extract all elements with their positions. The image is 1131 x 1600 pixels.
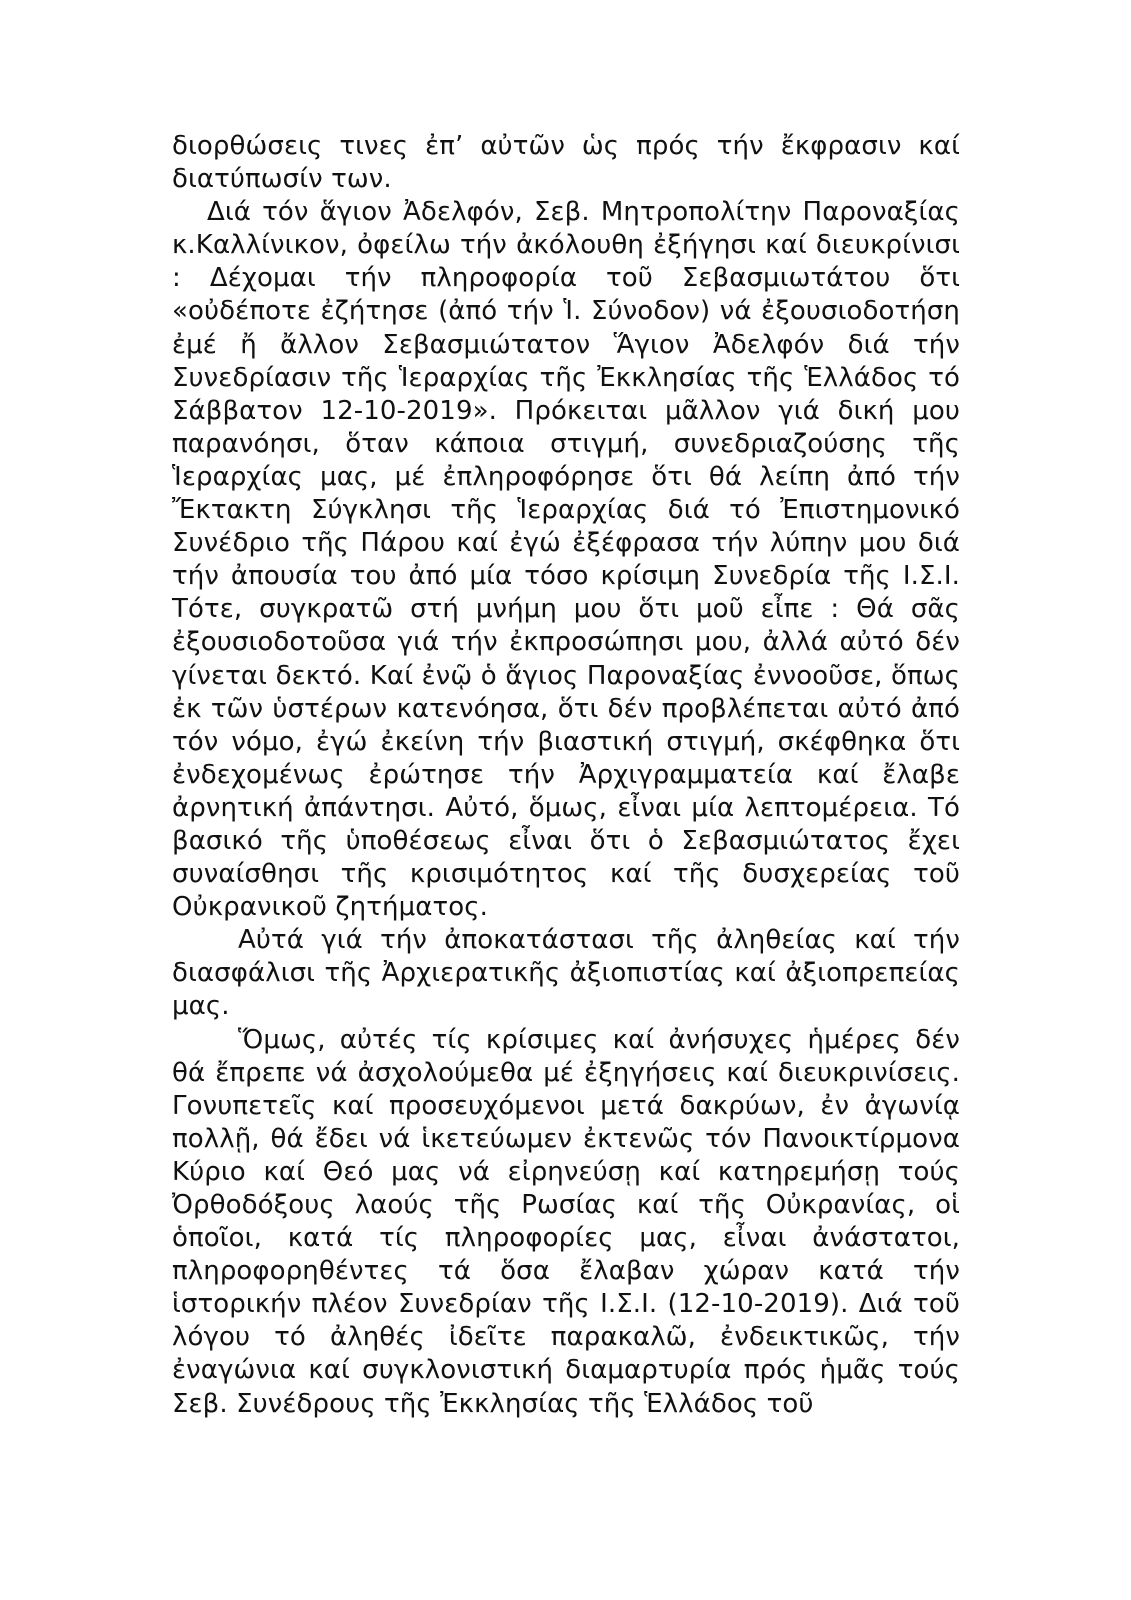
paragraph-paronaxias: Διά τόν ἅγιον Ἀδελφόν, Σεβ. Μητροπολίτην Παροναξίας κ.Καλλίνικον, ὀφείλω τήν ἀκόλουθη ἐξήγησι καί διευκρίνισι : Δέχομαι τήν πληροφορία τοῦ Σεβασμιωτάτου ὅτι «οὐδέποτε ἐζήτησε (ἀπό τήν Ἱ. Σύνοδον) νά ἐξουσιοδοτήση ἐμέ ἤ ἄλλον Σεβασμιώτατον Ἅγιον Ἀδελφόν διά τήν Συνεδρίασιν τῆς Ἱεραρχίας τῆς Ἐκκλησίας τῆς Ἑλλάδος τό Σάββατον 12-10-2019». Πρόκειται μᾶλλον γιά δική μου παρανόησι, ὅταν κάποια στιγμή, συνεδριαζούσης τῆς Ἱεραρχίας μας, μέ ἐπληροφόρησε ὅτι θά λείπη ἀπό τήν Ἔκτακτη Σύγκλησι τῆς Ἱεραρχίας διά τό Ἐπιστημονικό Συνέδριο τῆς Πάρου καί ἐγώ ἐξέφρασα τήν λύπην μου διά τήν ἀπουσία του ἀπό μία τόσο κρίσιμη Συνεδρία τῆς Ι.Σ.Ι. Τότε, συγκρατῶ στή μνήμη μου ὅτι μοῦ εἶπε : Θά σᾶς ἐξουσιοδοτοῦσα γιά τήν ἐκπροσώπησι μου, ἀλλά αὐτό δέν γίνεται δεκτό. Καί ἐνῷ ὁ ἅγιος Παροναξίας ἐννοοῦσε, ὅπως ἐκ τῶν ὑστέρων κατενόησα, ὅτι δέν προβλέπεται αὐτό ἀπό τόν νόμο, ἐγώ ἐκείνη τήν βιαστική στιγμή, σκέφθηκα ὅτι ἐνδεχομένως ἐρώτησε τήν Ἀρχιγραμματεία καί ἔλαβε ἀρνητική ἀπάντησι. Αὐτό, ὅμως, εἶναι μία λεπτομέρεια. Τό βασικό τῆς ὑποθέσεως εἶναι ὅτι ὁ Σεβασμιώτατος ἔχει συναίσθησι τῆς κρισιμότητος καί τῆς δυσχερείας τοῦ Οὐκρανικοῦ ζητήματος. (172, 197, 960, 923)
paragraph-critical-days: Ὅμως, αὐτές τίς κρίσιμες καί ἀνήσυχες ἡμέρες δέν θά ἔπρεπε νά ἀσχολούμεθα μέ ἐξηγήσεις καί διευκρινίσεις. Γονυπετεῖς καί προσευχόμενοι μετά δακρύων, ἐν ἀγωνίᾳ πολλῇ, θά ἔδει νά ἱκετεύωμεν ἐκτενῶς τόν Πανοικτίρμονα Κύριο καί Θεό μας νά εἰρηνεύσῃ καί κατηρεμήσῃ τούς Ὀρθοδόξους λαούς τῆς Ρωσίας καί τῆς Οὐκρανίας, οἱ ὁποῖοι, κατά τίς πληροφορίες μας, εἶναι ἀνάστατοι, πληροφορηθέντες τά ὅσα ἔλαβαν χώραν κατά τήν ἱστορικήν πλέον Συνεδρίαν τῆς Ι.Σ.Ι. (12-10-2019). Διά τοῦ λόγου τό ἀληθές ἰδεῖτε παρακαλῶ, ἐνδεικτικῶς, τήν ἐναγώνια καί συγκλονιστική διαμαρτυρία πρός ἡμᾶς τούς Σεβ. Συνέδρους τῆς Ἐκκλησίας τῆς Ἑλλάδος τοῦ (172, 1024, 960, 1419)
paragraph-continuation: διορθώσεις τινες ἐπ’ αὐτῶν ὡς πρός τήν ἔκφρασιν καί διατύπωσίν των. (172, 131, 960, 195)
paragraph-restoration-of-truth: Αὐτά γιά τήν ἀποκατάστασι τῆς ἀληθείας καί τήν διασφάλισι τῆς Ἀρχιερατικῆς ἀξιοπιστίας καί ἀξιοπρεπείας μας. (172, 925, 960, 1022)
document-page (172, 130, 960, 1421)
